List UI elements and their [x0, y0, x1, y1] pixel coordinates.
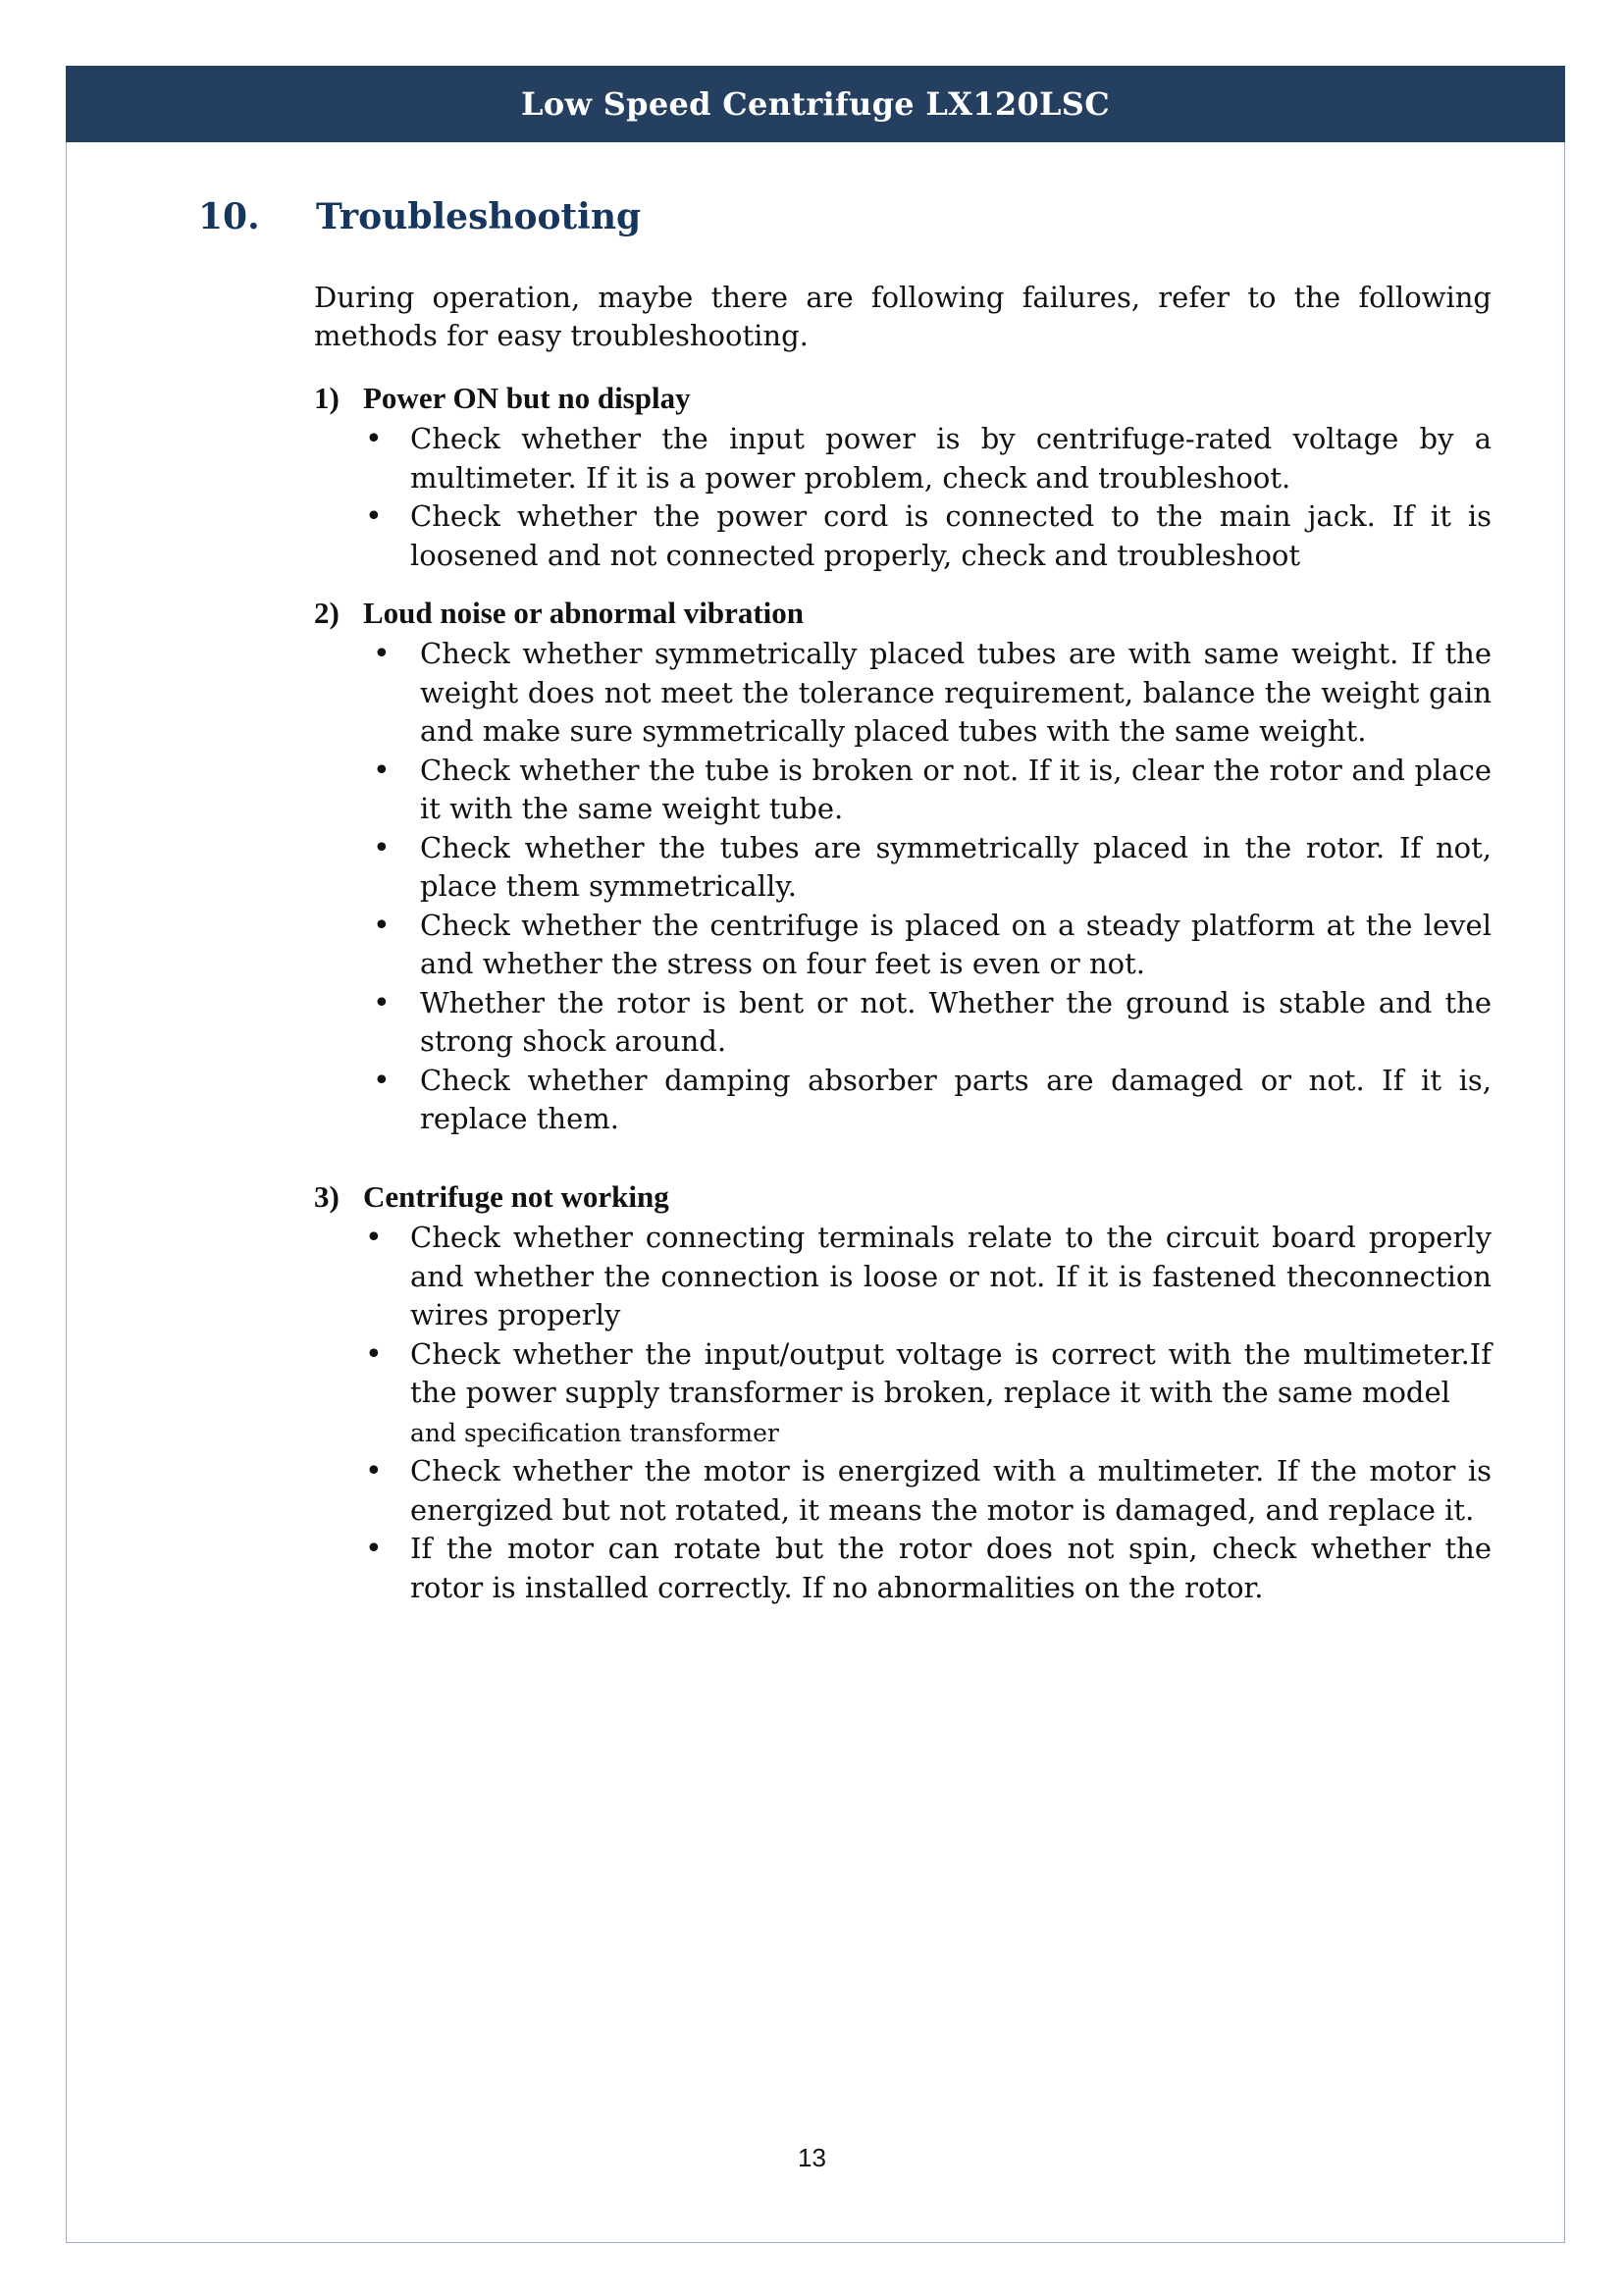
bullet-icon: •	[373, 985, 391, 1020]
problem-number: 3)	[314, 1179, 340, 1214]
check-text: Check whether damping absorber parts are damaged or not. If it is, replace them.	[420, 1063, 1492, 1135]
check-text: If the motor can rotate but the rotor does not spin, check whether the rotor is installed correctly. If no abnormalities on the rotor.	[410, 1532, 1492, 1604]
bullet-icon: •	[373, 1063, 391, 1098]
bullet-icon: •	[373, 753, 391, 788]
document-title: Low Speed Centrifuge LX120LSC	[521, 85, 1110, 123]
problem-title	[314, 594, 1492, 633]
check-text: Whether the rotor is bent or not. Whether the ground is stable and the strong shock around.	[420, 985, 1492, 1058]
check-text: Check whether the power cord is connected to the main jack. If it is loosened and not connected properly, check and troubleshoot	[410, 499, 1492, 572]
list-item	[314, 1530, 1492, 1607]
bullet-icon: •	[365, 499, 383, 534]
list-item	[314, 829, 1492, 907]
check-text: Check whether the motor is energized with a multimeter. If the motor is energized but not rotated, it means the motor is damaged, and replace it.	[410, 1454, 1492, 1527]
list-item	[314, 752, 1492, 829]
problem-not-working	[314, 1177, 1492, 1607]
bullet-icon: •	[365, 1336, 383, 1372]
problem-title	[314, 379, 1492, 418]
list-item	[314, 420, 1492, 497]
bullet-icon: •	[365, 1532, 383, 1566]
check-text: Check whether the input/output voltage is correct with the multimeter.If the power supply transformer is broken, replace it with the same model	[410, 1336, 1492, 1409]
problem-power-no-display	[314, 379, 1492, 575]
list-item	[314, 1219, 1492, 1335]
list-item	[314, 1335, 1492, 1453]
document-header	[66, 66, 1565, 142]
check-text: Check whether connecting terminals relate to the circuit board properly and whether the connection is loose or not. If it is fastened theconnection wires properly	[410, 1221, 1492, 1331]
list-item	[314, 907, 1492, 984]
list-item	[314, 635, 1492, 752]
bullet-icon: •	[365, 1221, 383, 1255]
list-item	[314, 497, 1492, 575]
page-number: 13	[798, 2143, 826, 2172]
check-text-continuation: and specification transformer	[410, 1418, 779, 1447]
bullet-icon: •	[373, 830, 391, 865]
section-title: Troubleshooting	[316, 196, 642, 237]
problem-title	[314, 1177, 1492, 1217]
problem-number: 1)	[314, 381, 340, 415]
check-list	[314, 1219, 1492, 1607]
list-item	[314, 1062, 1492, 1139]
check-list	[314, 635, 1492, 1139]
bullet-icon: •	[365, 1454, 383, 1488]
problem-number: 2)	[314, 596, 340, 630]
problem-title-text: Centrifuge not working	[363, 1179, 669, 1214]
problem-loud-noise	[314, 594, 1492, 1139]
check-text: Check whether the centrifuge is placed on a steady platform at the level and whether the stress on four feet is even or not.	[420, 908, 1492, 980]
check-list	[314, 420, 1492, 575]
check-text: Check whether the tubes are symmetrically placed in the rotor. If not, place them symmetrically.	[420, 830, 1492, 903]
section-number: 10.	[198, 196, 260, 237]
check-text: Check whether symmetrically placed tubes are with same weight. If the weight does not meet the tolerance requirement, balance the weight gain and make sure symmetrically placed tubes with the same weight.	[420, 637, 1492, 748]
check-text: Check whether the input power is by centrifuge-rated voltage by a multimeter. If it is a power problem, check and troubleshoot.	[410, 422, 1492, 495]
check-text: Check whether the tube is broken or not. If it is, clear the rotor and place it with the same weight tube.	[420, 753, 1492, 825]
problem-title-text: Loud noise or abnormal vibration	[363, 596, 805, 630]
bullet-icon: •	[373, 637, 391, 671]
list-item	[314, 984, 1492, 1062]
intro-paragraph: During operation, maybe there are following failures, refer to the following methods for easy troubleshooting.	[314, 281, 1492, 352]
bullet-icon: •	[365, 422, 383, 456]
list-item	[314, 1452, 1492, 1530]
bullet-icon: •	[373, 908, 391, 943]
problem-title-text: Power ON but no display	[363, 381, 691, 415]
